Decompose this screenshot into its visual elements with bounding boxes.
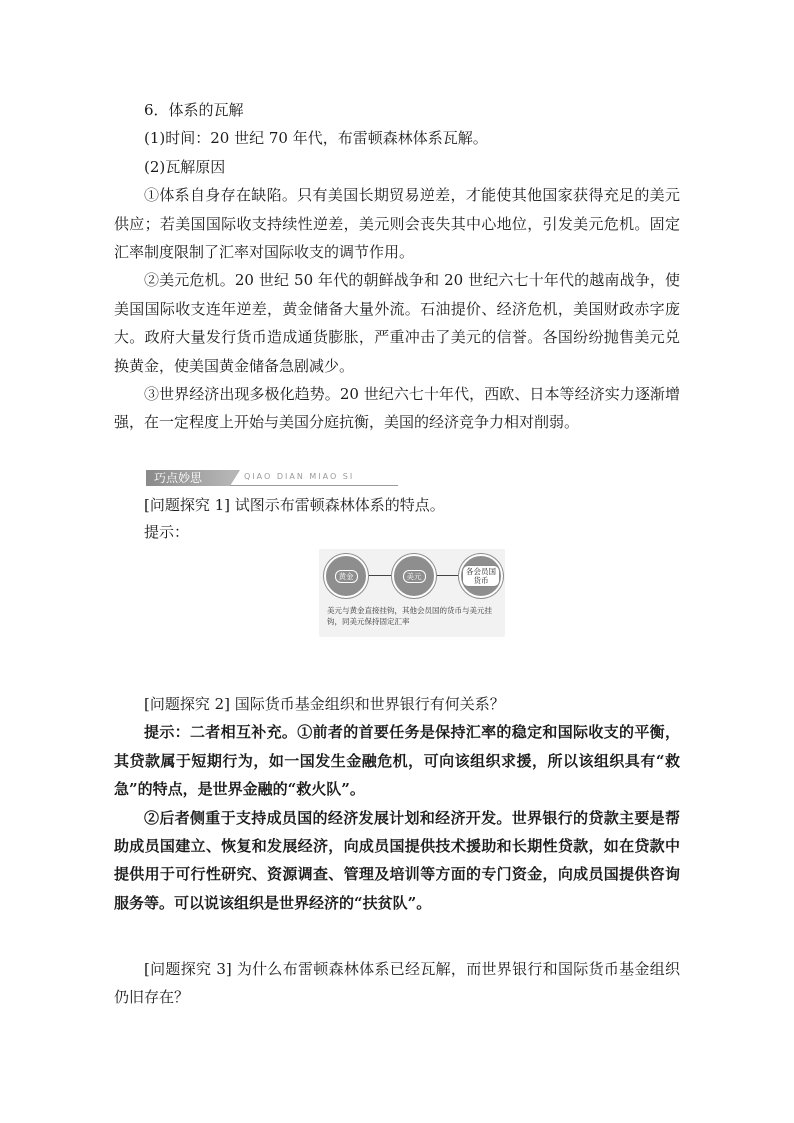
time-paragraph: (1)时间：20 世纪 70 年代，布雷顿森林体系瓦解。 — [144, 129, 488, 148]
member-currency-line2: 货币 — [473, 576, 489, 585]
section-title: 6．体系的瓦解 — [144, 101, 244, 119]
bretton-woods-diagram — [319, 549, 505, 637]
question-2-answer-2: ②后者侧重于支持成员国的经济发展计划和经济开发。世界银行的贷款主要是帮助成员国建立、恢复和发展经济，向成员国提供技术援助和长期性贷款，如在贷款中提供用于可行性研究、资源调查、管理及培训等方面的专门资金，向成员国提供咨询服务等。可以说该组织是世界经济的“扶贫队”。 — [114, 808, 680, 912]
question-2-block — [114, 690, 680, 917]
question-2-answer-1: 提示：二者相互补充。①前者的首要任务是保持汇率的稳定和国际收支的平衡，其贷款属于短期行为，如一国发生金融危机，可向该组织求援，所以该组织具有“救急”的特点，是世界金融的“救火队”。 — [114, 723, 680, 799]
banner-rule — [230, 485, 398, 486]
section-6 — [114, 96, 680, 437]
question-1-hint-label: 提示： — [144, 523, 190, 541]
banner-pinyin: QIAO DIAN MIAO SI — [244, 472, 355, 481]
reason-2-paragraph: ②美元危机。20 世纪 50 年代的朝鲜战争和 20 世纪六七十年代的越南战争，使美国国际收支连年逆差，黄金储备大量外流。石油提价、经济危机，美国财政赤字庞大。政府大量发行货币造成通货膨胀，严重冲击了美元的信誉。各国纷纷抛售美元兑换黄金，使美国黄金储备急剧减少。 — [114, 271, 680, 375]
gold-node-label: 黄金 — [335, 570, 358, 583]
member-currency-line1: 各会员国 — [466, 567, 496, 576]
question-3-block — [114, 955, 680, 1012]
dollar-node — [392, 554, 436, 598]
question-2: [问题探究 2] 国际货币基金组织和世界银行有何关系？ — [144, 695, 505, 713]
diagram-link-2 — [433, 575, 461, 576]
section-banner — [146, 470, 398, 486]
reason-1-paragraph: ①体系自身存在缺陷。只有美国长期贸易逆差，才能使其他国家获得充足的美元供应；若美国国际收支持续性逆差，美元则会丧失其中心地位，引发美元危机。固定汇率制度限制了汇率对国际收支的调节作用。 — [114, 186, 680, 262]
reason-3-paragraph: ③世界经济出现多极化趋势。20 世纪六七十年代，西欧、日本等经济实力逐渐增强，在一定程度上开始与美国分庭抗衡，美国的经济竞争力相对削弱。 — [114, 385, 680, 432]
diagram-caption: 美元与黄金直接挂钩，其他会员国的货币与美元挂钩，同美元保持固定汇率 — [327, 606, 492, 626]
reasons-title: (2)瓦解原因 — [144, 157, 226, 176]
member-currency-label — [462, 565, 500, 587]
question-3: [问题探究 3] 为什么布雷顿森林体系已经瓦解，而世界银行和国际货币基金组织仍旧存在？ — [114, 960, 680, 1007]
member-currency-node — [459, 554, 503, 598]
banner-label: 巧点妙思 — [146, 470, 230, 486]
gold-node — [324, 554, 368, 598]
question-1: [问题探究 1] 试图示布雷顿森林体系的特点。 — [144, 496, 445, 514]
dollar-node-label: 美元 — [403, 570, 426, 583]
